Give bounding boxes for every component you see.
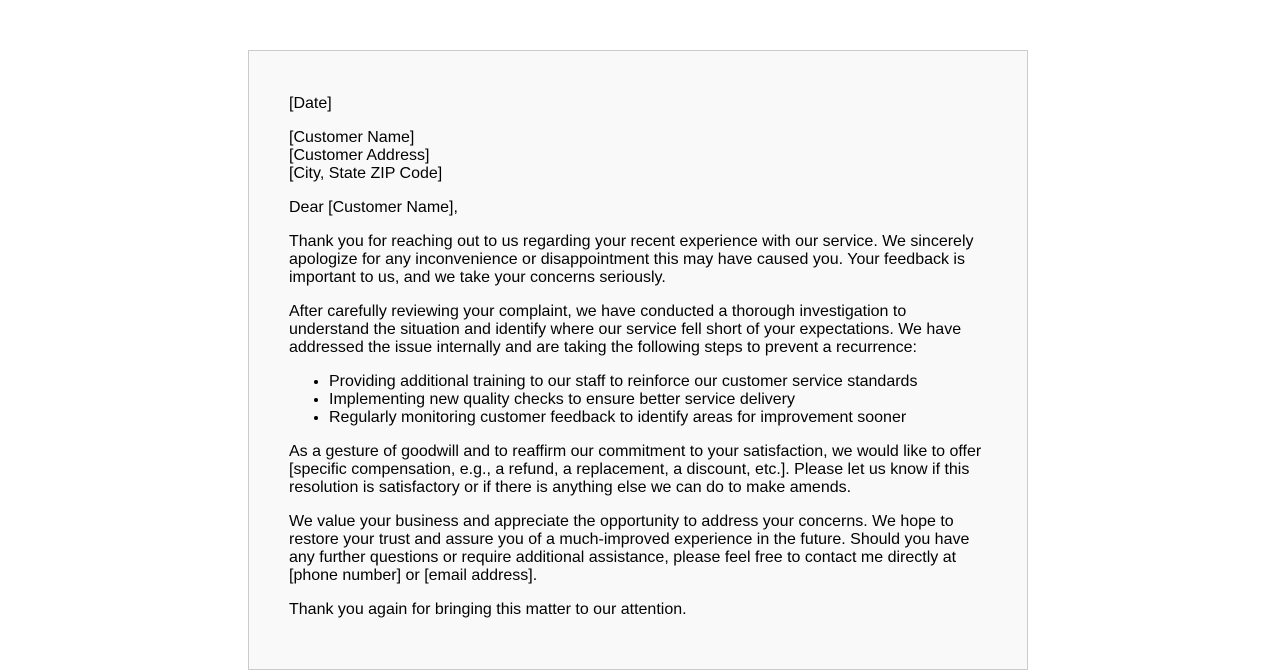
recipient-address bbox=[289, 129, 987, 183]
body-paragraph-apology: Thank you for reaching out to us regarding your recent experience with our service. We sincerely apologize for any inconvenience or disappointment this may have caused you. Your feedback is important to us, and we take your concerns seriously. bbox=[289, 233, 974, 286]
recipient-city: [City, State ZIP Code] bbox=[289, 165, 443, 182]
recipient-name: [Customer Name] bbox=[289, 129, 415, 146]
body-paragraph-investigation: After carefully reviewing your complaint, we have conducted a thorough investigation to understand the situation and identify where our service fell short of your expectations. We have addressed the issue internally and are taking the following steps to prevent a recurrence: bbox=[289, 303, 962, 356]
list-item: • Providing additional training to our staff to reinforce our customer service standards bbox=[329, 373, 987, 391]
improvement-steps-list bbox=[289, 373, 987, 427]
salutation: Dear [Customer Name], bbox=[289, 199, 458, 216]
list-item: • Implementing new quality checks to ensure better service delivery bbox=[329, 391, 987, 409]
letter-date: [Date] bbox=[289, 95, 332, 112]
list-item: • Regularly monitoring customer feedback to identify areas for improvement sooner bbox=[329, 409, 987, 427]
letter-page bbox=[248, 50, 1028, 670]
recipient-street: [Customer Address] bbox=[289, 147, 430, 164]
body-paragraph-compensation: As a gesture of goodwill and to reaffirm our commitment to your satisfaction, we would like to offer [specific compensation, e.g., a refund, a replacement, a discount, etc.]. Please let us know if this resolution is satisfactory or if there is anything else we can do to make amends. bbox=[289, 443, 982, 496]
body-paragraph-contact: We value your business and appreciate the opportunity to address your concerns. We hope to restore your trust and assure you of a much-improved experience in the future. Should you have any further questions or require additional assistance, please feel free to contact me directly at [phone number] or [email address]. bbox=[289, 513, 970, 584]
body-paragraph-closing: Thank you again for bringing this matter to our attention. bbox=[289, 601, 687, 618]
